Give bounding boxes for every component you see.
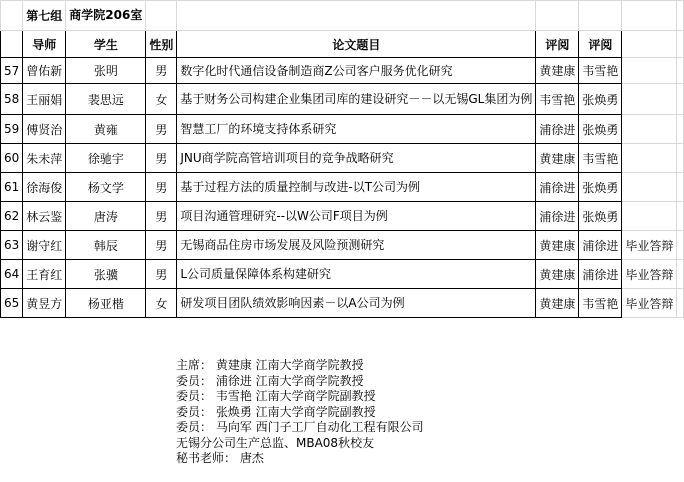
note-cell [622,115,677,144]
note-cell: 毕业答辩 [622,260,677,289]
student-cell: 杨文学 [66,173,146,202]
note-cell [622,84,677,115]
committee-line: 委员： 韦雪艳 江南大学商学院副教授 [176,389,376,403]
note-cell [622,58,677,84]
note-cell: 毕业答辩 [622,231,677,260]
advisor-cell: 黄昱方 [23,289,66,318]
topic-cell: 项目沟通管理研究--以W公司F项目为例 [177,202,536,231]
table-row [1,84,684,115]
header-gender: 性别 [146,31,177,58]
reviewer2-cell: 韦雪艳 [579,58,622,84]
gender-cell: 男 [146,115,177,144]
committee-list [176,358,424,467]
advisor-cell: 徐海俊 [23,173,66,202]
reviewer1-cell: 浦徐进 [536,202,579,231]
table-row [1,115,684,144]
note-cell [622,202,677,231]
committee-line: 委员： 张焕勇 江南大学商学院副教授 [176,404,376,419]
topic-cell: 基于过程方法的质量控制与改进-以T公司为例 [177,173,536,202]
advisor-cell: 傅贤治 [23,115,66,144]
topic-cell: 智慧工厂的环境支持体系研究 [177,115,536,144]
student-cell: 唐涛 [66,202,146,231]
empty-cell [677,231,684,260]
student-cell: 张明 [66,58,146,84]
student-cell: 张骥 [66,260,146,289]
header-student: 学生 [66,31,146,58]
topic-cell: 数字化时代通信设备制造商Z公司客户服务优化研究 [177,58,536,84]
topic-cell: 无锡商品住房市场发展及风险预测研究 [177,231,536,260]
committee-line: 委员： 浦徐进 江南大学商学院教授 [176,373,364,388]
table-row [1,231,684,260]
topic-cell: 研发项目团队绩效影响因素－以A公司为例 [177,289,536,318]
reviewer1-cell: 黄建康 [536,260,579,289]
header-row [1,31,684,58]
reviewer1-cell: 浦徐进 [536,115,579,144]
reviewer2-cell: 张焕勇 [579,202,622,231]
row-number: 61 [1,173,23,202]
topic-cell: 基于财务公司构建企业集团司库的建设研究－－以无锡GL集团为例 [177,84,536,115]
committee-line: 主席： 黄建康 江南大学商学院教授 [176,358,364,372]
advisor-cell: 曾佑新 [23,58,66,84]
committee-line: 无锡分公司生产总监、MBA08秋校友 [176,435,375,450]
group-label: 第七组 [23,1,66,31]
student-cell: 徐驰宇 [66,144,146,173]
header-topic: 论文题目 [177,31,536,58]
reviewer2-cell: 韦雪艳 [579,289,622,318]
reviewer2-cell: 张焕勇 [579,84,622,115]
reviewer1-cell: 黄建康 [536,231,579,260]
header-advisor: 导师 [23,31,66,58]
advisor-cell: 林云鉴 [23,202,66,231]
empty-cell [677,115,684,144]
table-row [1,173,684,202]
student-cell: 韩辰 [66,231,146,260]
gender-cell: 女 [146,84,177,115]
row-number: 57 [1,58,23,84]
row-number: 64 [1,260,23,289]
empty-cell [677,58,684,84]
table-row [1,289,684,318]
topic-cell: JNU商学院高管培训项目的竞争战略研究 [177,144,536,173]
student-cell: 裴思远 [66,84,146,115]
room-label: 商学院206室 [66,1,146,31]
gender-cell: 女 [146,289,177,318]
empty-cell [677,144,684,173]
empty-cell [677,289,684,318]
committee-line: 秘书老师： 唐杰 [176,451,264,465]
student-cell: 黄雍 [66,115,146,144]
advisor-cell: 朱未萍 [23,144,66,173]
reviewer1-cell: 黄建康 [536,144,579,173]
reviewer1-cell: 黄建康 [536,58,579,84]
header-reviewer2: 评阅 [579,31,622,58]
note-cell [622,144,677,173]
table-row [1,58,684,84]
student-cell: 杨亚楷 [66,289,146,318]
table-row [1,202,684,231]
committee-line: 委员： 马向军 西门子工厂自动化工程有限公司 [176,420,424,434]
advisor-cell: 王丽娟 [23,84,66,115]
reviewer2-cell: 韦雪艳 [579,144,622,173]
empty-cell [677,260,684,289]
advisor-cell: 王育红 [23,260,66,289]
empty-cell [677,84,684,115]
row-number: 59 [1,115,23,144]
advisor-cell: 谢守红 [23,231,66,260]
gender-cell: 男 [146,202,177,231]
topic-cell: L公司质量保障体系构建研究 [177,260,536,289]
row-number: 62 [1,202,23,231]
reviewer1-cell: 韦雪艳 [536,84,579,115]
reviewer2-cell: 张焕勇 [579,115,622,144]
gender-cell: 男 [146,231,177,260]
reviewer1-cell: 浦徐进 [536,173,579,202]
gender-cell: 男 [146,58,177,84]
reviewer2-cell: 张焕勇 [579,173,622,202]
group-row [1,1,684,31]
row-number: 65 [1,289,23,318]
note-cell: 毕业答辩 [622,289,677,318]
header-reviewer1: 评阅 [536,31,579,58]
row-number: 60 [1,144,23,173]
reviewer2-cell: 浦徐进 [579,231,622,260]
empty-cell [677,173,684,202]
table-row [1,144,684,173]
reviewer1-cell: 黄建康 [536,289,579,318]
note-cell [622,173,677,202]
gender-cell: 男 [146,173,177,202]
table-row [1,260,684,289]
reviewer2-cell: 浦徐进 [579,260,622,289]
gender-cell: 男 [146,144,177,173]
empty-cell [677,202,684,231]
row-number: 58 [1,84,23,115]
row-number: 63 [1,231,23,260]
gender-cell: 男 [146,260,177,289]
